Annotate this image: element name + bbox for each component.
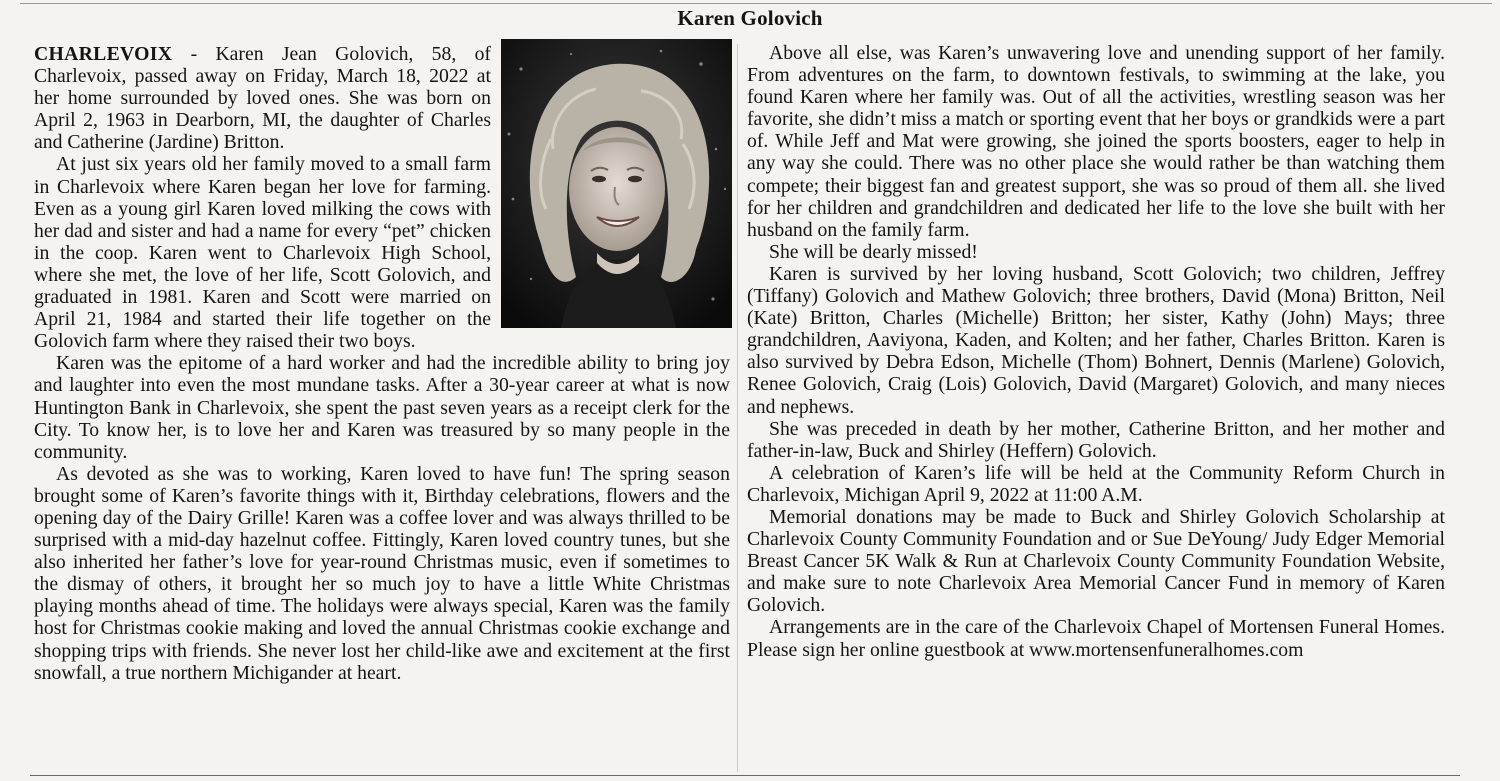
obituary-paragraph: Karen is survived by her loving husband, Scott Golovich; two children, Jeffrey (Tiffany) Golovich and Mathew Golovich; three brothers, David (Mona) Britton, Neil (Kate) Britton, Charles (Michelle) Britton; her sister, Kathy (John) Mays; three grandchildren, Aaviyona, Kaden, and Kolten; and her father, Charles Britton. Karen is also survived by Debra Edson, Michelle (Thom) Bohnert, Dennis (Marlene) Golovich, Renee Golovich, Craig (Lois) Golovich, David (Margaret) Golovich, and many nieces and nephews. [747, 262, 1445, 418]
column-divider [737, 44, 738, 772]
obituary-paragraph: A celebration of Karen’s life will be held at the Community Reform Church in Charlevoix, Michigan April 9, 2022 at 11:00 A.M. [747, 461, 1445, 506]
portrait-illustration [501, 39, 732, 328]
bottom-rule [30, 775, 1460, 776]
obituary-paragraph: Karen was the epitome of a hard worker and had the incredible ability to bring joy and laughter into even the most mundane tasks. After a 30-year career at what is now Huntington Bank in Charlevoix, she spent the past seven years as a receipt clerk for the City. To know her, is to love her and Karen was treasured by so many people in the community. [34, 352, 730, 463]
top-rule [20, 3, 1492, 4]
obituary-paragraph: Memorial donations may be made to Buck and Shirley Golovich Scholarship at Charlevoix County Community Foundation and or Sue DeYoung/ Judy Edger Memorial Breast Cancer 5K Walk & Run at Charlevoix County Community Foundation Website, and make sure to note Charlevoix Area Memorial Cancer Fund in memory of Karen Golovich. [747, 505, 1445, 617]
opening-text: - Karen Jean Golovich, 58, of Charlevoix, passed away on Friday, March 18, 2022 at her home surrounded by loved ones. She was born on April 2, 1963 in Dearborn, MI, the daughter of Charles and Catherine (Jardine) Britton. [34, 43, 491, 154]
portrait-photo-icon [501, 39, 732, 328]
obituary-paragraph: At just six years old her family moved to a small farm in Charlevoix where Karen began her love for farming. Even as a young girl Karen loved milking the cows with her dad and sister and had a name for every “pet” chicken in the coop. Karen went to Charlevoix High School, where she met, the love of her life, Scott Golovich, and graduated in 1981. Karen and Scott were married on April 21, 1984 and started their life together on the Golovich farm where they raised their two boys. [34, 153, 491, 353]
obituary-paragraph: Above all else, was Karen’s unwavering love and unending support of her family. From adventures on the farm, to downtown festivals, to swimming at the lake, you found Karen where her family was. Out of all the activities, wrestling season was her favorite, she didn’t miss a match or sporting event that her boys or grandkids were a part of. While Jeff and Mat were growing, she joined the sports boosters, eager to help in any way she could. There was no other place she would rather be than watching them compete; their biggest fan and greatest support, she was so proud of them all. she lived for her children and grandchildren and dedicated her life to the love she built with her husband on the family farm. [747, 42, 1445, 241]
obituary-title: Karen Golovich [677, 6, 823, 30]
obituary-paragraph: She will be dearly missed! [769, 240, 978, 263]
right-column [747, 42, 1445, 661]
obituary-paragraph: As devoted as she was to working, Karen loved to have fun! The spring season brought some of Karen’s favorite things with it, Birthday celebrations, flowers and the opening day of the Dairy Grille! Karen was a coffee lover and was always thrilled to be surprised with a mid-day hazelnut coffee. Fittingly, Karen loved country tunes, but she also inherited her father’s love for year-round Christmas music, even if sometimes to the dismay of others, it brought her so much joy to have a little White Christmas playing months ahead of time. The holidays were always special, Karen was the family host for Christmas cookie making and loved the annual Christmas cookie exchange and shopping trips with friends. She never lost her child-like awe and excitement at the first snowfall, a true northern Michigander at heart. [34, 462, 730, 684]
dateline: CHARLEVOIX [34, 43, 173, 65]
obituary-paragraph: Arrangements are in the care of the Charlevoix Chapel of Mortensen Funeral Homes. Please sign her online guestbook at www.mortensenfuneralhomes.com [747, 616, 1445, 661]
obituary-paragraph: She was preceded in death by her mother, Catherine Britton, and her mother and father-in-law, Buck and Shirley (Heffern) Golovich. [747, 417, 1445, 462]
left-column [34, 43, 730, 684]
